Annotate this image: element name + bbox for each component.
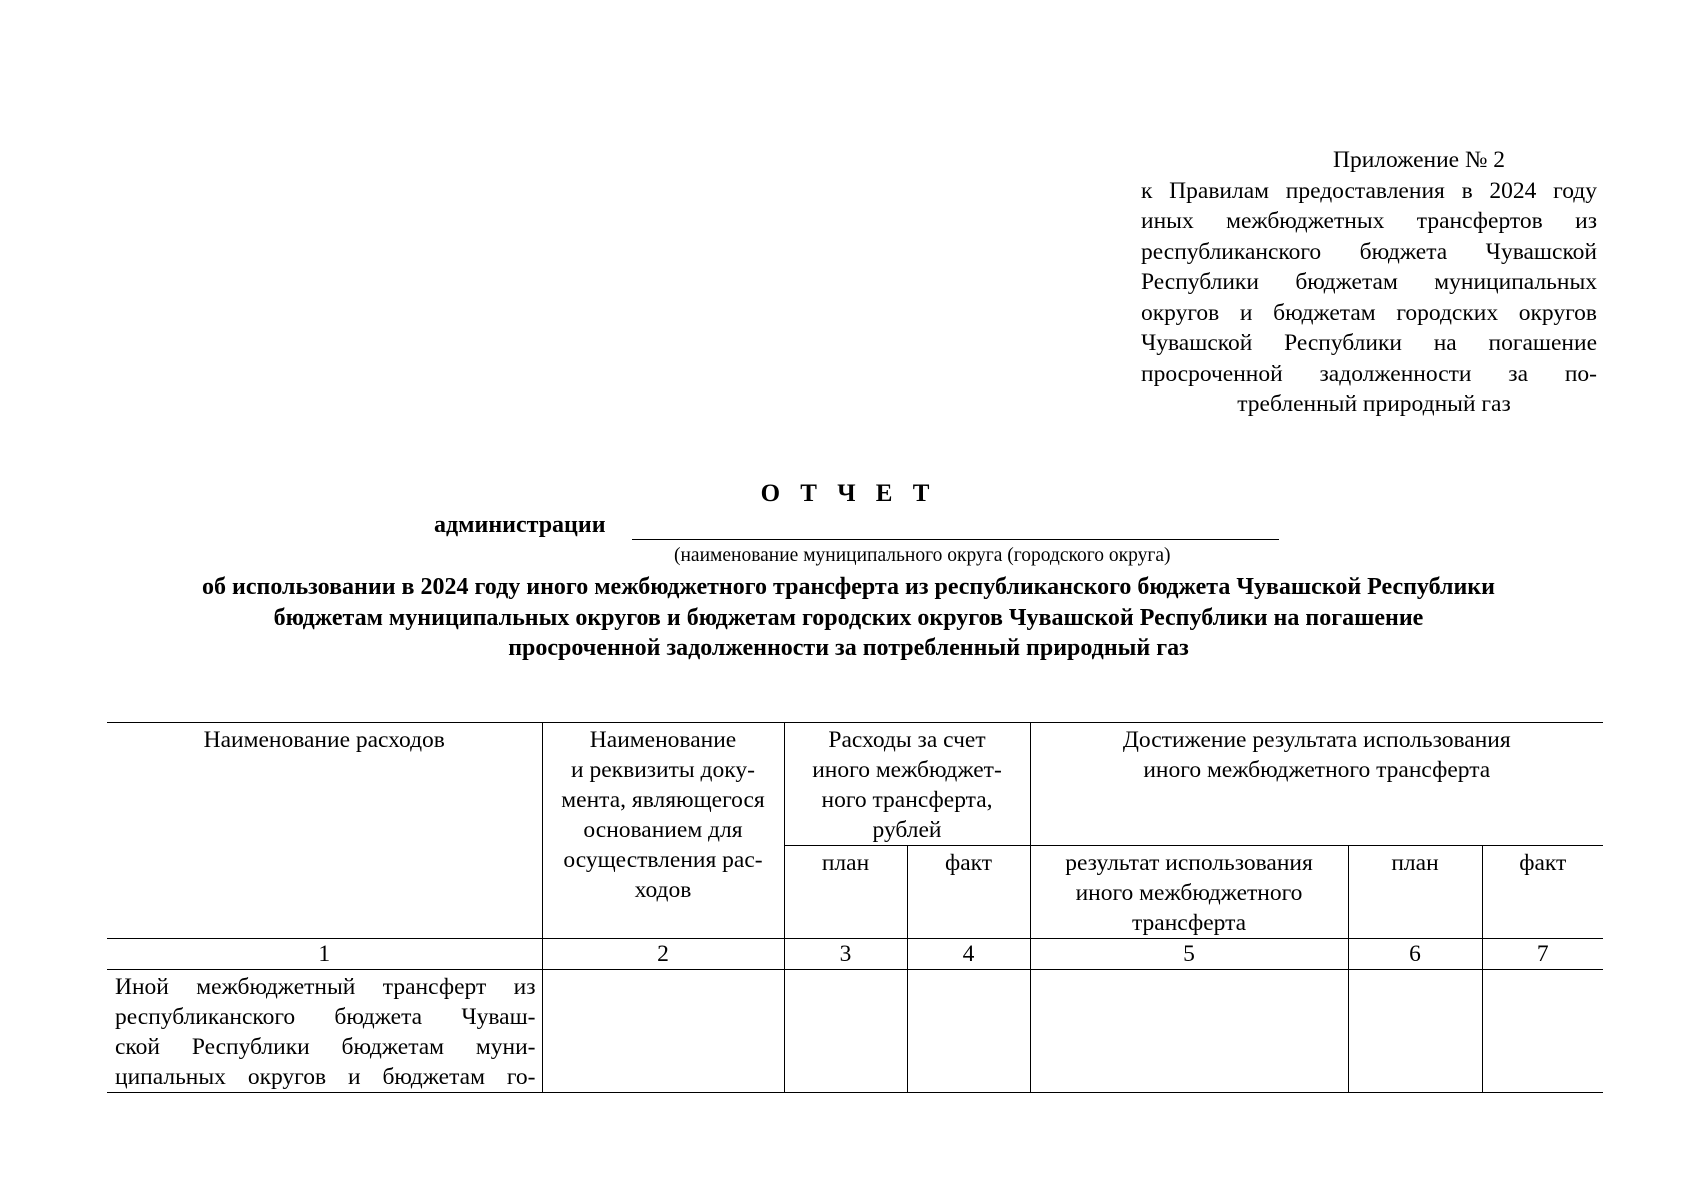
appendix-title: Приложение № 2 <box>1332 147 1506 173</box>
column-number: 4 <box>907 939 1030 970</box>
appendix-line: Чувашской Республики на погашение <box>1141 330 1597 356</box>
appendix-line: к Правилам предоставления в 2024 году <box>1141 177 1597 204</box>
header-result: результат использования иного межбюджетного трансферта <box>1030 846 1348 939</box>
row-fact-cell[interactable] <box>907 970 1030 1093</box>
appendix-line: просроченной задолженности за по- <box>1141 360 1597 387</box>
header-plan: план <box>784 846 907 939</box>
row-document-cell[interactable] <box>542 970 784 1093</box>
appendix-line: округов и бюджетам городских округов <box>1141 299 1597 326</box>
report-subtitle <box>0 572 1697 664</box>
table-row <box>107 970 1603 1093</box>
header-result-group: Достижение результата использования иного межбюджетного трансферта <box>1030 723 1603 846</box>
column-number: 7 <box>1482 939 1603 970</box>
report-title: О Т Ч Е Т <box>760 480 937 507</box>
appendix-line: иных межбюджетных трансфертов из <box>1141 208 1597 234</box>
column-number: 6 <box>1348 939 1482 970</box>
column-number: 3 <box>784 939 907 970</box>
header-document: Наименование и реквизиты доку- мента, являющегося основанием для осуществления рас- ходов <box>542 723 784 939</box>
subtitle-line: об использовании в 2024 году иного межбюджетного трансферта из республиканского бюджета Чувашской Республики <box>202 574 1495 600</box>
table-header-row <box>107 723 1603 846</box>
row-plan2-cell[interactable] <box>1348 970 1482 1093</box>
column-number: 5 <box>1030 939 1348 970</box>
row-result-cell[interactable] <box>1030 970 1348 1093</box>
admin-name-hint: (наименование муниципального округа (городского округа) <box>674 545 1171 566</box>
appendix-line: требленный природный газ <box>1237 391 1511 417</box>
header-expense-name: Наименование расходов <box>107 723 542 939</box>
column-number: 1 <box>107 939 542 970</box>
header-fact2: факт <box>1482 846 1603 939</box>
row-expense-name: Иной межбюджетный трансферт из республиканского бюджета Чуваш- ской Республики бюджетам муни- ципальных округов и бюджетам го- <box>107 970 542 1093</box>
row-fact2-cell[interactable] <box>1482 970 1603 1093</box>
appendix-line: Республики бюджетам муниципальных <box>1141 269 1597 295</box>
admin-label: администрации <box>434 512 606 538</box>
appendix-line: республиканского бюджета Чувашской <box>1141 238 1597 265</box>
column-number: 2 <box>542 939 784 970</box>
admin-name-fill-line[interactable] <box>632 539 1279 540</box>
column-number-row <box>107 939 1603 970</box>
header-plan2: план <box>1348 846 1482 939</box>
subtitle-line: просроченной задолженности за потребленный природный газ <box>508 635 1189 661</box>
report-table <box>107 722 1603 1093</box>
row-plan-cell[interactable] <box>784 970 907 1093</box>
header-expenses-group: Расходы за счет иного межбюджет- ного трансферта, рублей <box>784 723 1030 846</box>
appendix-block <box>1141 145 1597 420</box>
subtitle-line: бюджетам муниципальных округов и бюджетам городских округов Чувашской Республики на погашение <box>273 604 1424 631</box>
header-fact: факт <box>907 846 1030 939</box>
